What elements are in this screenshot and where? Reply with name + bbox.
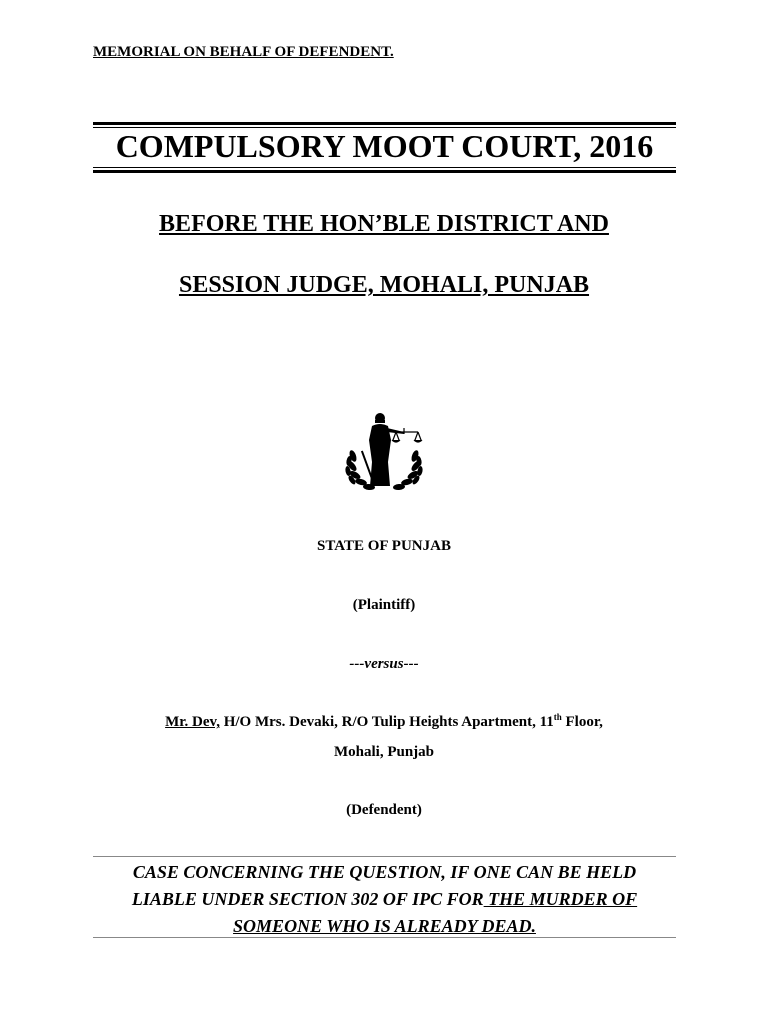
- defendant-address-part-b: Floor,: [561, 714, 603, 730]
- case-line-2: [93, 886, 676, 913]
- page-title: COMPULSORY MOOT COURT, 2016: [115, 128, 654, 164]
- case-line-2-underlined: THE MURDER OF: [483, 889, 638, 909]
- defendant-details-line-1: [0, 712, 768, 732]
- lady-justice-emblem-icon: [344, 410, 424, 492]
- defendant-details-line-2: Mohali, Punjab: [333, 744, 435, 760]
- defendant-address-superscript: th: [553, 712, 562, 722]
- versus-separator: ---versus---: [349, 656, 419, 672]
- plaintiff-name: STATE OF PUNJAB: [317, 538, 451, 554]
- case-rule-top: [93, 856, 676, 857]
- title-rule-bottom-thin: [93, 167, 676, 168]
- title-rule-bottom: [93, 170, 676, 173]
- defendant-address-part-a: H/O Mrs. Devaki, R/O Tulip Heights Apartment, 11: [219, 714, 554, 730]
- court-heading-line-2: SESSION JUDGE, MOHALI, PUNJAB: [178, 272, 590, 298]
- defendant-role: (Defendent): [346, 802, 422, 818]
- court-heading-line-1: BEFORE THE HON’BLE DISTRICT AND: [159, 211, 609, 237]
- case-line-3: SOMEONE WHO IS ALREADY DEAD.: [233, 916, 536, 936]
- title-rule-top: [93, 122, 676, 125]
- case-rule-bottom: [93, 937, 676, 938]
- memorial-header-note: MEMORIAL ON BEHALF OF DEFENDENT.: [93, 44, 394, 60]
- defendant-name: Mr. Dev,: [165, 714, 220, 730]
- plaintiff-role: (Plaintiff): [352, 597, 416, 613]
- case-statement: [93, 859, 676, 940]
- case-line-1: CASE CONCERNING THE QUESTION, IF ONE CAN BE HELD: [132, 862, 637, 882]
- case-line-2-plain: LIABLE UNDER SECTION 302 OF IPC FOR: [131, 889, 484, 909]
